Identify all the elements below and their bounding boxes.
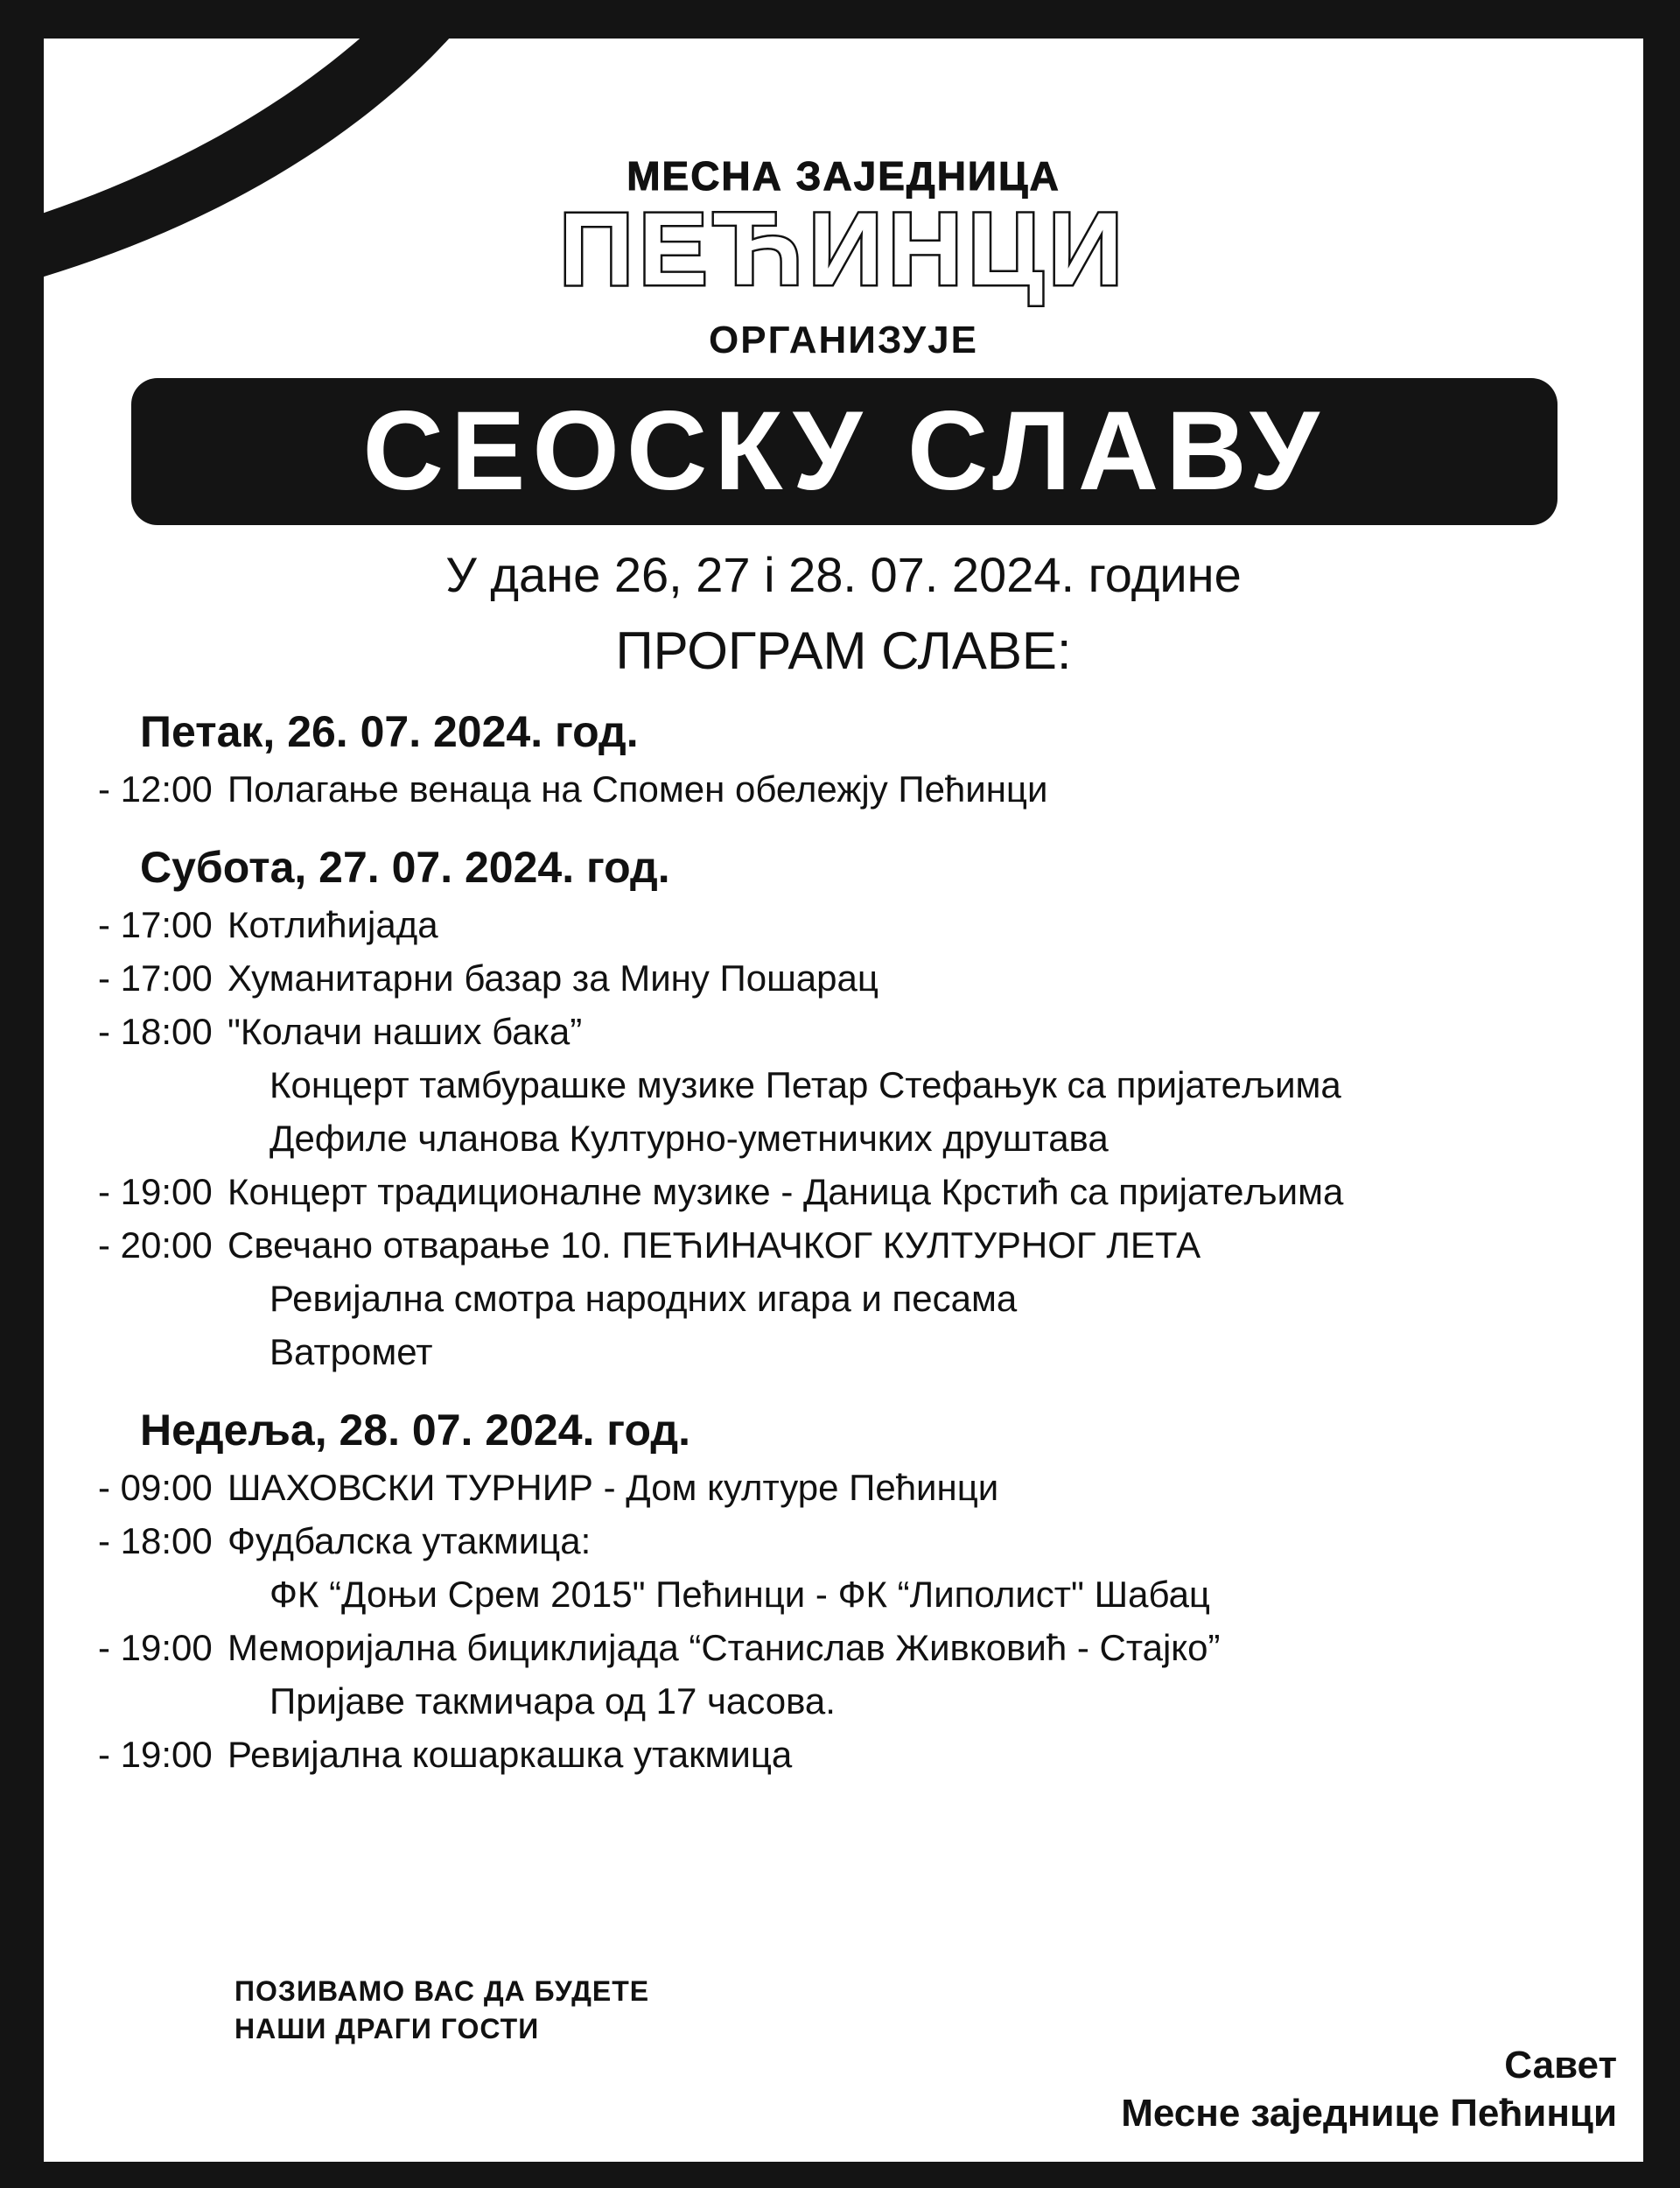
- invitation-line-2: НАШИ ДРАГИ ГОСТИ: [234, 2013, 540, 2045]
- border-band-top: [0, 0, 1680, 39]
- program-entry-text: Хуманитарни базар за Мину Пошарац: [228, 957, 878, 999]
- program-entry-text: Свечано отварање 10. ПЕЋИНАЧКОГ КУЛТУРНОГ ЛЕТА: [228, 1224, 1201, 1266]
- signature-line-2: Месне заједнице Пећинци: [1121, 2092, 1617, 2135]
- program-entry-time: - 18:00: [98, 1520, 213, 1561]
- invitation-line-1: ПОЗИВАМО ВАС ДА БУДЕТЕ: [234, 1975, 650, 2007]
- program-entry-text: Концерт традиционалне музике - Даница Крстић са пријатељима: [228, 1171, 1344, 1212]
- program-entry: [98, 1734, 1643, 1776]
- program-entry: [98, 957, 1643, 999]
- program-entry-text: Фудбалска утакмица:: [228, 1520, 592, 1561]
- program-day-heading: Недеља, 28. 07. 2024. год.: [140, 1406, 690, 1455]
- program-entry-continuation: Пријаве такмичара од 17 часова.: [270, 1680, 836, 1722]
- program-title: ПРОГРАМ СЛАВЕ:: [615, 621, 1072, 680]
- program-day-heading: Петак, 26. 07. 2024. год.: [140, 707, 639, 756]
- poster-content: [44, 39, 1643, 2162]
- signature-block: [1121, 2041, 1617, 2137]
- program-entry: [98, 1224, 1643, 1266]
- headline-banner: [131, 378, 1558, 525]
- program-entry: [98, 1520, 1643, 1562]
- program-entry-continuation: Ревијална смотра народних игара и песама: [270, 1278, 1018, 1319]
- poster-page: [44, 39, 1643, 2162]
- organizer-name: ПЕЋИНЦИ: [559, 192, 1128, 307]
- program-entry-time: - 17:00: [98, 957, 213, 999]
- program-entry-continuation: Ватромет: [270, 1331, 433, 1372]
- program-entry: [98, 1627, 1643, 1669]
- program-entry-continuation: Концерт тамбурашке музике Петар Стефањук са пријатељима: [270, 1064, 1341, 1105]
- program-list: [44, 691, 1643, 1776]
- organizer-verb: ОРГАНИЗУЈЕ: [709, 319, 978, 361]
- program-entry-text: "Колачи наших бака”: [228, 1011, 583, 1052]
- program-entry-text: Ревијална кошаркашка утакмица: [228, 1734, 793, 1775]
- program-entry: [98, 768, 1643, 810]
- program-entry-time: - 09:00: [98, 1467, 213, 1508]
- program-entry-time: - 18:00: [98, 1011, 213, 1052]
- program-entry: [98, 1011, 1643, 1053]
- event-dates: У дане 26, 27 i 28. 07. 2024. године: [445, 547, 1242, 602]
- program-entry-time: - 19:00: [98, 1627, 213, 1668]
- program-entry-time: - 17:00: [98, 904, 213, 945]
- organizer-prefix: МЕСНА ЗАЈЕДНИЦА: [626, 153, 1060, 199]
- program-entry-text: Котлићијада: [228, 904, 438, 945]
- border-band-right: [1643, 0, 1680, 2188]
- program-entry-text: ШАХОВСКИ ТУРНИР - Дом културе Пећинци: [228, 1467, 999, 1508]
- program-entry-time: - 19:00: [98, 1734, 213, 1775]
- program-entry-text: Меморијална бициклијада “Станислав Живковић - Стајко”: [228, 1627, 1221, 1668]
- program-entry-time: - 12:00: [98, 768, 213, 810]
- program-entry-text: Полагање венаца на Спомен обележју Пећинци: [228, 768, 1048, 810]
- program-entry: [98, 904, 1643, 946]
- program-entry-continuation: ФК “Доњи Срем 2015" Пећинци - ФК “Липолист" Шабац: [270, 1574, 1210, 1615]
- invitation-text: [234, 1973, 649, 2048]
- program-day-heading: Субота, 27. 07. 2024. год.: [140, 843, 670, 892]
- border-band-left: [0, 0, 44, 2188]
- headline-text: СЕОСКУ СЛАВУ: [362, 389, 1326, 514]
- program-entry-continuation: Дефиле чланова Културно-уметничких друштава: [270, 1118, 1109, 1159]
- program-entry: [98, 1171, 1643, 1213]
- signature-line-1: Савет: [1504, 2044, 1617, 2086]
- program-entry: [98, 1467, 1643, 1509]
- border-band-bottom: [0, 2162, 1680, 2188]
- program-entry-time: - 19:00: [98, 1171, 213, 1212]
- program-entry-time: - 20:00: [98, 1224, 213, 1266]
